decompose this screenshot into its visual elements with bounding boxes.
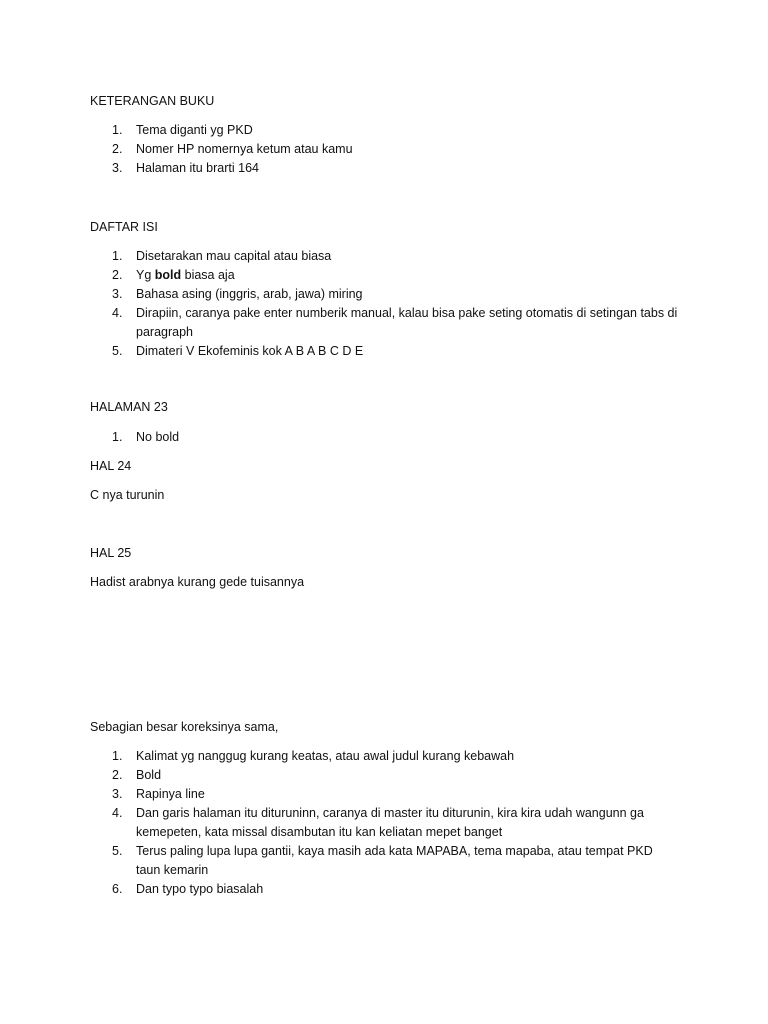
list-item-text: Dan typo typo biasalah <box>136 882 264 896</box>
list-item-text: Tema diganti yg PKD <box>136 123 253 137</box>
section-heading-halaman-23: HALAMAN 23 <box>90 400 168 414</box>
list-item-number: 3. <box>112 161 123 175</box>
list-item <box>90 121 680 140</box>
list-item-number: 5. <box>112 344 123 358</box>
list-item <box>90 747 680 766</box>
list-item-number: 3. <box>112 787 123 801</box>
list-item-text-bold: bold <box>154 268 182 282</box>
list-item-number: 4. <box>112 806 123 820</box>
section-heading-keterangan: KETERANGAN BUKU <box>90 94 215 108</box>
list-item-number: 1. <box>112 749 123 763</box>
list-item <box>90 880 680 899</box>
list-item <box>90 285 680 304</box>
list-item-number: 5. <box>112 844 123 858</box>
list-item-text: Terus paling lupa lupa gantii, kaya masih ada kata MAPABA, tema mapaba, atau tempat PKD taun kemarin <box>136 844 653 877</box>
list-item-number: 1. <box>112 430 123 444</box>
list-item-text: Kalimat yg nanggug kurang keatas, atau awal judul kurang kebawah <box>136 749 515 763</box>
list-item-number: 3. <box>112 287 123 301</box>
list-item-text: Bold <box>136 768 162 782</box>
list-item-text: Halaman itu brarti 164 <box>136 161 259 175</box>
list-item <box>90 766 680 785</box>
list-item-text: Nomer HP nomernya ketum atau kamu <box>136 142 353 156</box>
list-item <box>90 159 680 178</box>
list-item-number: 2. <box>112 768 123 782</box>
list-item-text: Dan garis halaman itu dituruninn, caranya di master itu diturunin, kira kira udah wangunn ga kemepeten, kata missal disambutan itu kan keliatan mepet banget <box>136 806 644 839</box>
list-item <box>90 247 680 266</box>
list-item-text: No bold <box>136 430 180 444</box>
section-heading-daftar-isi: DAFTAR ISI <box>90 220 158 234</box>
list-item-text: Bahasa asing (inggris, arab, jawa) miring <box>136 287 363 301</box>
hal-24-note: C nya turunin <box>90 488 165 502</box>
list-item-text-pre: Yg <box>136 268 155 282</box>
list-item-number: 4. <box>112 306 123 320</box>
list-item <box>90 266 680 285</box>
list-item-number: 1. <box>112 123 123 137</box>
list-item <box>90 785 680 804</box>
list-item <box>90 140 680 159</box>
list-item <box>90 428 680 447</box>
list-item-text-post: biasa aja <box>181 268 235 282</box>
general-intro: Sebagian besar koreksinya sama, <box>90 720 279 734</box>
section-heading-hal-24: HAL 24 <box>90 459 132 473</box>
section-heading-hal-25: HAL 25 <box>90 546 132 560</box>
list-item-text: Rapinya line <box>136 787 205 801</box>
list-item-text: Disetarakan mau capital atau biasa <box>136 249 332 263</box>
hal-25-note: Hadist arabnya kurang gede tuisannya <box>90 575 305 589</box>
list-item-number: 2. <box>112 142 123 156</box>
list-item-text: Dimateri V Ekofeminis kok A B A B C D E <box>136 344 364 358</box>
keterangan-list <box>90 121 680 178</box>
list-item <box>90 804 680 842</box>
halaman-23-list <box>90 428 680 447</box>
list-item-text: Dirapiin, caranya pake enter numberik manual, kalau bisa pake seting otomatis di setingan tabs di paragraph <box>136 306 678 339</box>
list-item <box>90 342 680 361</box>
list-item-number: 6. <box>112 882 123 896</box>
daftar-isi-list <box>90 247 680 361</box>
list-item-number: 1. <box>112 249 123 263</box>
list-item <box>90 842 680 880</box>
general-corrections-list <box>90 747 680 899</box>
list-item-number: 2. <box>112 268 123 282</box>
list-item <box>90 304 680 342</box>
